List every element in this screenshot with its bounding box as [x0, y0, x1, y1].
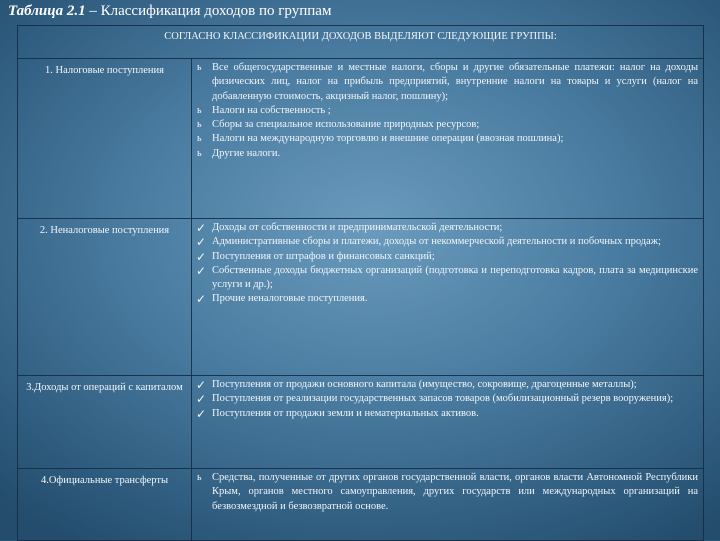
list-item: ✓ Поступления от штрафов и финансовых санкций; [196, 249, 435, 264]
check-icon: ✓ [196, 378, 207, 392]
list-item: ✓ Прочие неналоговые поступления. [196, 292, 368, 307]
check-icon: ✓ [196, 249, 207, 264]
list-item: ь Налоги на собственность ; [196, 104, 698, 118]
category-cell: 3.Доходы от операций с капиталом [18, 376, 192, 469]
item-list [196, 221, 698, 307]
items-cell [192, 376, 704, 469]
bullet-icon: ь [197, 133, 202, 145]
list-item: ь Все общегосударственные и местные налоги, сборы и другие обязательные платежи: налог на доходы физических лиц, налог на прибыль предприятий, внутренние налоги на товары и услуги (налог на добавленную стоимость, акцизный налог, пошлину); [197, 62, 699, 102]
bullet-icon: ь [197, 472, 202, 483]
items-cell [192, 219, 704, 376]
check-icon: ✓ [196, 235, 207, 250]
table-row [18, 59, 704, 219]
list-item: ь Другие налоги. [196, 147, 698, 161]
check-icon: ✓ [196, 392, 207, 407]
list-item: ь Средства, полученные от других органов государственной власти, органов власти Автономной Республики Крым, органов местного самоуправления, других государств или международных организаций на безвозмездной и безвозвратной основе. [197, 472, 699, 512]
check-icon: ✓ [196, 263, 207, 278]
category-cell: 2. Неналоговые поступления [18, 219, 192, 376]
category-cell: 1. Налоговые поступления [18, 59, 192, 219]
check-icon: ✓ [196, 292, 207, 307]
list-item: ✓ Поступления от реализации государственных запасов товаров (мобилизационный резерв вооружения); [196, 392, 674, 407]
bullet-icon: ь [197, 62, 202, 73]
list-item: ✓ Поступления от продажи земли и нематериальных активов. [196, 406, 479, 421]
table-header: СОГЛАСНО КЛАССИФИКАЦИИ ДОХОДОВ ВЫДЕЛЯЮТ СЛЕДУЮЩИЕ ГРУППЫ: [18, 26, 704, 59]
list-item: ✓ Поступления от продажи основного капитала (имущество, сокровище, драгоценные металлы); [196, 378, 637, 392]
table-header-row [18, 26, 704, 59]
table-number: Таблица 2.1 [8, 3, 86, 19]
item-list [196, 61, 698, 161]
bullet-icon: ь [197, 119, 202, 131]
items-cell [192, 469, 704, 541]
category-cell: 4.Официальные трансферты [18, 469, 192, 541]
table-row [18, 376, 704, 469]
table-row [18, 469, 704, 541]
bullet-icon: ь [197, 104, 202, 116]
list-item: ь Сборы за специальное использование природных ресурсов; [196, 118, 698, 132]
item-list [196, 471, 698, 514]
check-icon: ✓ [196, 221, 207, 235]
table-caption-text: – Классификация доходов по группам [85, 3, 332, 19]
table-caption [8, 3, 331, 20]
item-list [196, 378, 698, 421]
table-row [18, 219, 704, 376]
list-item: ✓ Административные сборы и платежи, доходы от некоммерческой деятельности и побочных продаж; [196, 235, 661, 250]
list-item: ✓ Собственные доходы бюджетных организаций (подготовка и переподготовка кадров, плата за медицинские услуги и др.); [196, 263, 699, 291]
list-item: ✓ Доходы от собственности и предпринимательской деятельности; [196, 221, 503, 235]
list-item: ь Налоги на международную торговлю и внешние операции (ввозная пошлина); [196, 132, 698, 146]
items-cell [192, 59, 704, 219]
income-classification-table [17, 25, 704, 541]
bullet-icon: ь [197, 147, 202, 159]
check-icon: ✓ [196, 406, 207, 421]
